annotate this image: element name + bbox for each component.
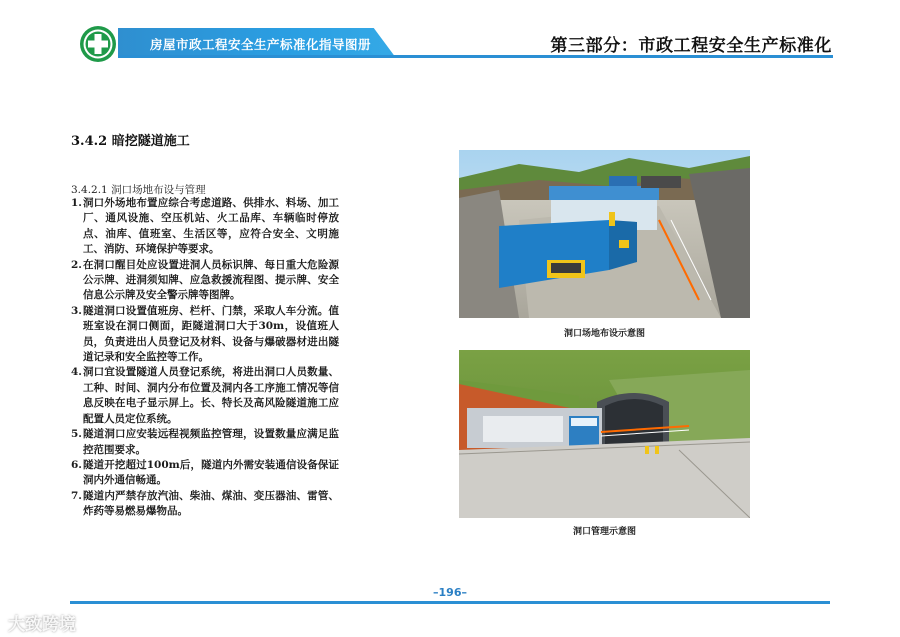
part-title: 第三部分：市政工程安全生产标准化 [550, 36, 832, 56]
list-item [71, 489, 339, 520]
item-number: 2. [71, 258, 82, 271]
safety-cross-logo-icon [79, 25, 117, 63]
item-number: 1. [71, 197, 82, 209]
item-number: 5. [71, 428, 82, 441]
item-text: 隧道开挖超过100m后，隧道内外需安装通信设备保证洞内外通信畅通。 [83, 458, 339, 487]
item-text: 隧道洞口应安装远程视频监控管理，设置数量应满足监控范围要求。 [83, 428, 339, 456]
item-number: 7. [71, 489, 82, 502]
watermark: 大致跨境 [8, 615, 76, 635]
item-text: 洞口宜设置隧道人员登记系统，将进出洞口人员数量、工种、时间、洞内分布位置及洞内各工序施工情况等信息反映在电子显示屏上。长、特长及高风险隧道施工应配置人员定位系统。 [83, 366, 339, 425]
list-item [71, 365, 339, 427]
list-item [71, 458, 339, 489]
item-number: 6. [71, 458, 82, 471]
list-item [71, 258, 339, 304]
list-item [71, 196, 339, 258]
figure-caption: 洞口场地布设示意图 [563, 329, 645, 339]
section-title: 3.4.2 暗挖隧道施工 [71, 134, 190, 149]
requirements-list [71, 196, 339, 520]
item-text: 洞口外场地布置应综合考虑道路、供排水、料场、加工厂、通风设施、空压机站、火工品库、车辆临时停放点、油库、值班室、生活区等，应符合安全、文明施工、消防、环境保护等要求。 [83, 197, 339, 256]
item-text: 隧道内严禁存放汽油、柴油、煤油、变压器油、雷管、炸药等易燃易爆物品。 [83, 489, 339, 518]
item-number: 4. [71, 366, 82, 379]
book-title: 房屋市政工程安全生产标准化指导图册 [150, 37, 372, 52]
item-text: 在洞口醒目处应设置进洞人员标识牌、每日重大危险源公示牌、进洞须知牌、应急救援流程图、提示牌、安全信息公示牌及安全警示牌等图牌。 [83, 258, 339, 302]
tunnel-portal-site-layout-illustration [459, 150, 750, 318]
list-item [71, 427, 339, 458]
subsection-title: 3.4.2.1 洞口场地布设与管理 [71, 184, 206, 196]
page-number: –196– [433, 586, 467, 599]
list-item [71, 304, 339, 366]
tunnel-portal-management-illustration [459, 350, 750, 518]
item-text: 隧道洞口设置值班房、栏杆、门禁，采取人车分流。值班室设在洞口侧面，距隧道洞口大于30m，设值班人员，负责进出人员登记及材料、设备与爆破器材进出隧道记录和安全监控等工作。 [83, 304, 339, 364]
footer-rule [70, 601, 830, 604]
item-number: 3. [71, 304, 82, 317]
figure-caption: 洞口管理示意图 [572, 527, 636, 537]
